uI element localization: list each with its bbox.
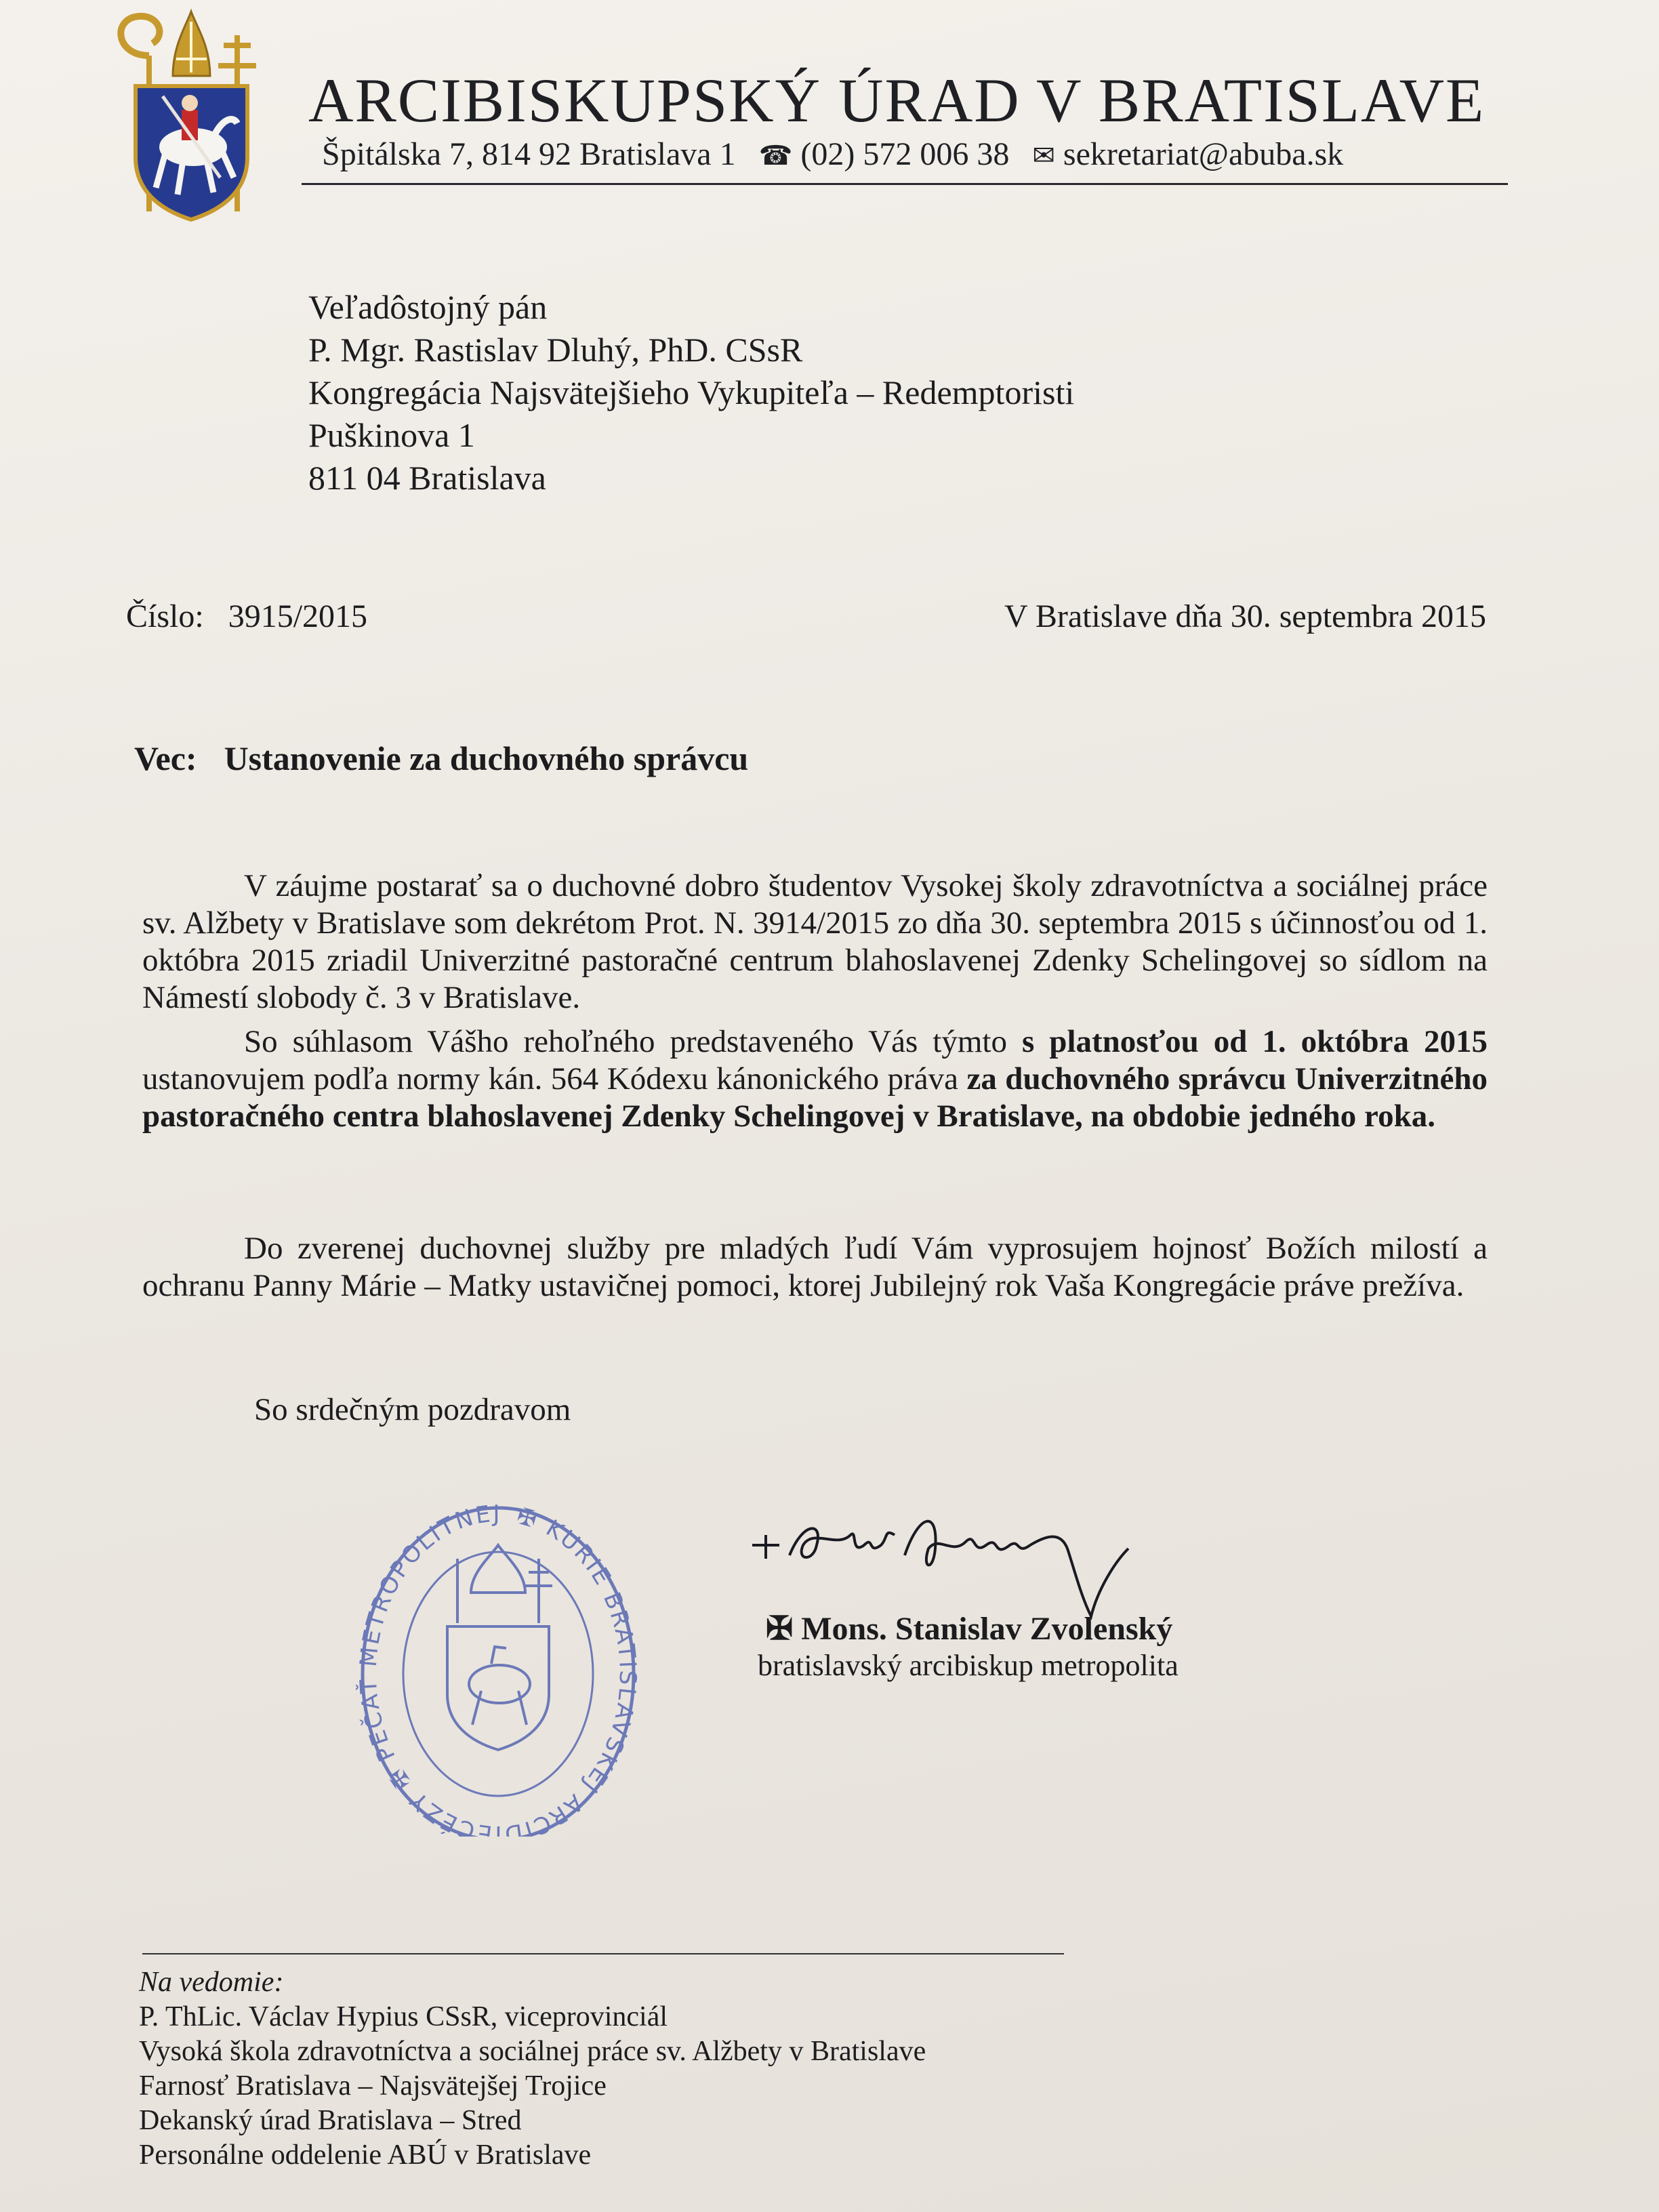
letterhead-divider xyxy=(302,183,1508,185)
office-email: sekretariat@abuba.sk xyxy=(1063,136,1344,172)
mail-icon: ✉ xyxy=(1032,140,1055,171)
paragraph-3 xyxy=(142,1230,1488,1305)
signatory-title: bratislavský arcibiskup metropolita xyxy=(758,1649,1179,1682)
recipient-city: 811 04 Bratislava xyxy=(308,459,546,497)
signatory-name xyxy=(766,1610,1172,1647)
closing-greeting: So srdečným pozdravom xyxy=(254,1392,571,1427)
subject-line xyxy=(134,739,748,778)
cc-heading: Na vedomie: xyxy=(139,1967,284,1998)
cc-item: Personálne oddelenie ABÚ v Bratislave xyxy=(139,2139,592,2171)
reference-label: Číslo: xyxy=(126,598,204,634)
letterhead-title: ARCIBISKUPSKÝ ÚRAD V BRATISLAVE xyxy=(308,66,1486,135)
svg-text:✠ KURIE BRATISLAVSKEJ ARCIDIEC xyxy=(356,1500,640,1837)
paragraph-2-appointment: za duchovného správcu Univerzitného pastoračného centra blahoslavenej Zdenky Schelingovej v Bratislave, na obdobie jedného roka. xyxy=(142,1061,1488,1134)
cc-item: P. ThLic. Václav Hypius CSsR, viceprovinciál xyxy=(139,2001,668,2032)
cc-item: Farnosť Bratislava – Najsvätejšej Trojice xyxy=(139,2070,607,2102)
cc-list xyxy=(139,1965,926,2173)
recipient-name: P. Mgr. Rastislav Dluhý, PhD. CSsR xyxy=(308,331,803,369)
cc-item: Vysoká škola zdravotníctva a sociálnej práce sv. Alžbety v Bratislave xyxy=(139,2036,926,2067)
paragraph-2-part-c: ustanovujem podľa normy kán. 564 Kódexu kánonického práva xyxy=(142,1061,967,1097)
paragraph-1 xyxy=(142,867,1488,1017)
letterhead-contact xyxy=(322,136,1343,173)
paragraph-3-text: Do zverenej duchovnej služby pre mladých ľudí Vám vyprosujem hojnosť Božích milostí a ochranu Panny Márie – Matky ustavičnej pomoci, ktorej Jubilejný rok Vaša Kongregácie práve prežíva. xyxy=(142,1231,1488,1303)
archdiocese-crest-logo xyxy=(102,8,278,225)
reference-value: 3915/2015 xyxy=(228,598,368,634)
letter-date: V Bratislave dňa 30. septembra 2015 xyxy=(1004,598,1486,634)
cross-icon: ✠ xyxy=(766,1611,794,1647)
phone-icon: ☎ xyxy=(758,140,793,171)
seal-inscription: ✠ KURIE BRATISLAVSKEJ ARCIDIECÉZY ✠ PEČAŤ METROPOLITNEJ xyxy=(356,1500,640,1837)
office-address: Špitálska 7, 814 92 Bratislava 1 xyxy=(322,136,736,172)
paragraph-2 xyxy=(142,1023,1488,1135)
recipient-street: Puškinova 1 xyxy=(308,416,475,454)
paragraph-2-validity: s platnosťou od 1. októbra 2015 xyxy=(1021,1024,1488,1059)
recipient-address-block xyxy=(308,286,1074,499)
cc-divider xyxy=(142,1953,1064,1954)
subject-label: Vec: xyxy=(134,739,197,777)
subject-text: Ustanovenie za duchovného správcu xyxy=(224,739,749,777)
office-phone: (02) 572 006 38 xyxy=(800,136,1010,172)
recipient-organization: Kongregácia Najsvätejšieho Vykupiteľa – Redemptoristi xyxy=(308,373,1075,411)
cc-item: Dekanský úrad Bratislava – Stred xyxy=(139,2105,522,2136)
official-seal-stamp xyxy=(356,1491,640,1837)
recipient-salutation: Veľadôstojný pán xyxy=(308,288,548,326)
signatory-name-text: Mons. Stanislav Zvolenský xyxy=(801,1611,1173,1647)
reference-number xyxy=(126,598,367,635)
paragraph-1-text: V záujme postarať sa o duchovné dobro študentov Vysokej školy zdravotníctva a sociálnej práce sv. Alžbety v Bratislave som dekrétom Prot. N. 3914/2015 zo dňa 30. septembra 2015 s účinnosťou od 1. októbra 2015 zriadil Univerzitné pastoračné centrum blahoslavenej Zdenky Schelingovej so sídlom na Námestí slobody č. 3 v Bratislave. xyxy=(142,868,1488,1015)
paragraph-2-part-a: So súhlasom Vášho rehoľného predstaveného Vás týmto xyxy=(244,1024,1022,1059)
